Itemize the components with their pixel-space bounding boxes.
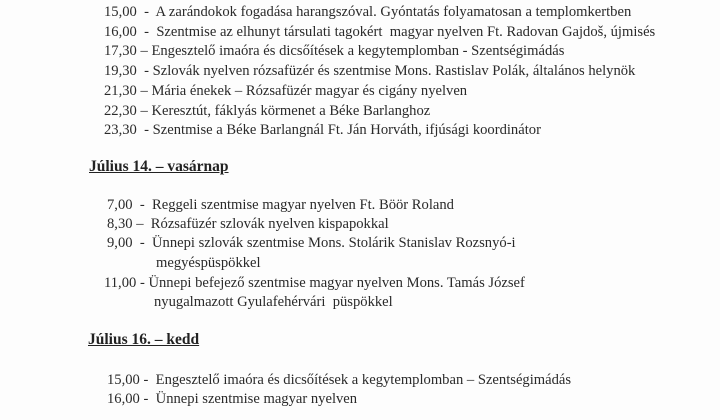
schedule-item xyxy=(107,234,516,252)
schedule-item-continuation: nyugalmazott Gyulafehérvári püspökkel xyxy=(154,294,393,310)
item-sep: - xyxy=(132,197,153,213)
schedule-item xyxy=(104,121,541,139)
item-text: Mária énekek – Rózsafüzér magyar és cigány nyelven xyxy=(151,83,468,99)
item-sep: - xyxy=(136,4,156,20)
item-text: Keresztút, fáklyás körmenet a Béke Barlanghoz xyxy=(151,103,431,119)
item-time: 19,30 xyxy=(104,63,137,79)
item-text: Engesztelő imaóra és dicsőítések a kegytemplomban – Szentségimádás xyxy=(155,372,572,388)
schedule-item xyxy=(107,390,357,408)
schedule-item xyxy=(104,102,430,120)
item-text: Szentmise az elhunyt társulati tagokért magyar nyelven Ft. Radovan Gajdoš, újmisés xyxy=(156,24,656,40)
item-sep: – xyxy=(136,103,152,119)
item-sep: – xyxy=(132,216,151,232)
item-sep: - xyxy=(136,122,153,138)
item-time: 16,00 xyxy=(107,391,140,407)
schedule-item xyxy=(104,23,655,41)
item-sep: - xyxy=(139,391,156,407)
schedule-item xyxy=(104,3,631,21)
item-sep: - xyxy=(136,63,153,79)
item-time: 17,30 xyxy=(104,43,137,59)
item-text: Szlovák nyelven rózsafüzér és szentmise Mons. Rastislav Polák, általános helynök xyxy=(152,63,636,79)
schedule-item xyxy=(104,82,467,100)
item-time: 23,30 xyxy=(104,122,137,138)
item-sep: – xyxy=(136,83,152,99)
day-heading: Július 14. – vasárnap xyxy=(89,158,229,175)
item-sep: - xyxy=(136,24,157,40)
item-text: Ünnepi szlovák szentmise Mons. Stolárik Stanislav Rozsnyó-i xyxy=(152,235,516,251)
day-heading: Július 16. – kedd xyxy=(88,331,200,348)
item-text: Engesztelő imaóra és dicsőítések a kegytemplomban - Szentségimádás xyxy=(151,43,565,59)
item-time: 16,00 xyxy=(104,24,137,40)
item-sep: - xyxy=(132,235,153,251)
schedule-item xyxy=(107,371,571,389)
item-time: 7,00 xyxy=(107,197,133,213)
item-sep: – xyxy=(136,43,152,59)
item-time: 21,30 xyxy=(104,83,137,99)
item-text: Ünnepi szentmise magyar nyelven xyxy=(155,391,358,407)
item-time: 15,00 xyxy=(107,372,140,388)
item-sep: - xyxy=(136,275,149,291)
schedule-item xyxy=(104,42,564,60)
item-time: 8,30 xyxy=(107,216,133,232)
item-time: 22,30 xyxy=(104,103,137,119)
item-text: Ünnepi befejező szentmise magyar nyelven Mons. Tamás József xyxy=(148,275,525,291)
schedule-item-continuation: megyéspüspökkel xyxy=(156,255,261,271)
item-sep: - xyxy=(139,372,156,388)
item-time: 11,00 xyxy=(104,275,137,291)
item-text: A zarándokok fogadása harangszóval. Gyóntatás folyamatosan a templomkertben xyxy=(155,4,632,20)
item-time: 9,00 xyxy=(107,235,133,251)
item-text: Szentmise a Béke Barlangnál Ft. Ján Horváth, ifjúsági koordinátor xyxy=(152,122,541,138)
schedule-item xyxy=(107,215,389,233)
item-text: Reggeli szentmise magyar nyelven Ft. Böör Roland xyxy=(152,197,454,213)
item-time: 15,00 xyxy=(104,4,137,20)
item-text: Rózsafüzér szlovák nyelven kispapokkal xyxy=(150,216,389,232)
schedule-item xyxy=(104,62,635,80)
schedule-item xyxy=(104,274,525,292)
schedule-item xyxy=(107,196,454,214)
